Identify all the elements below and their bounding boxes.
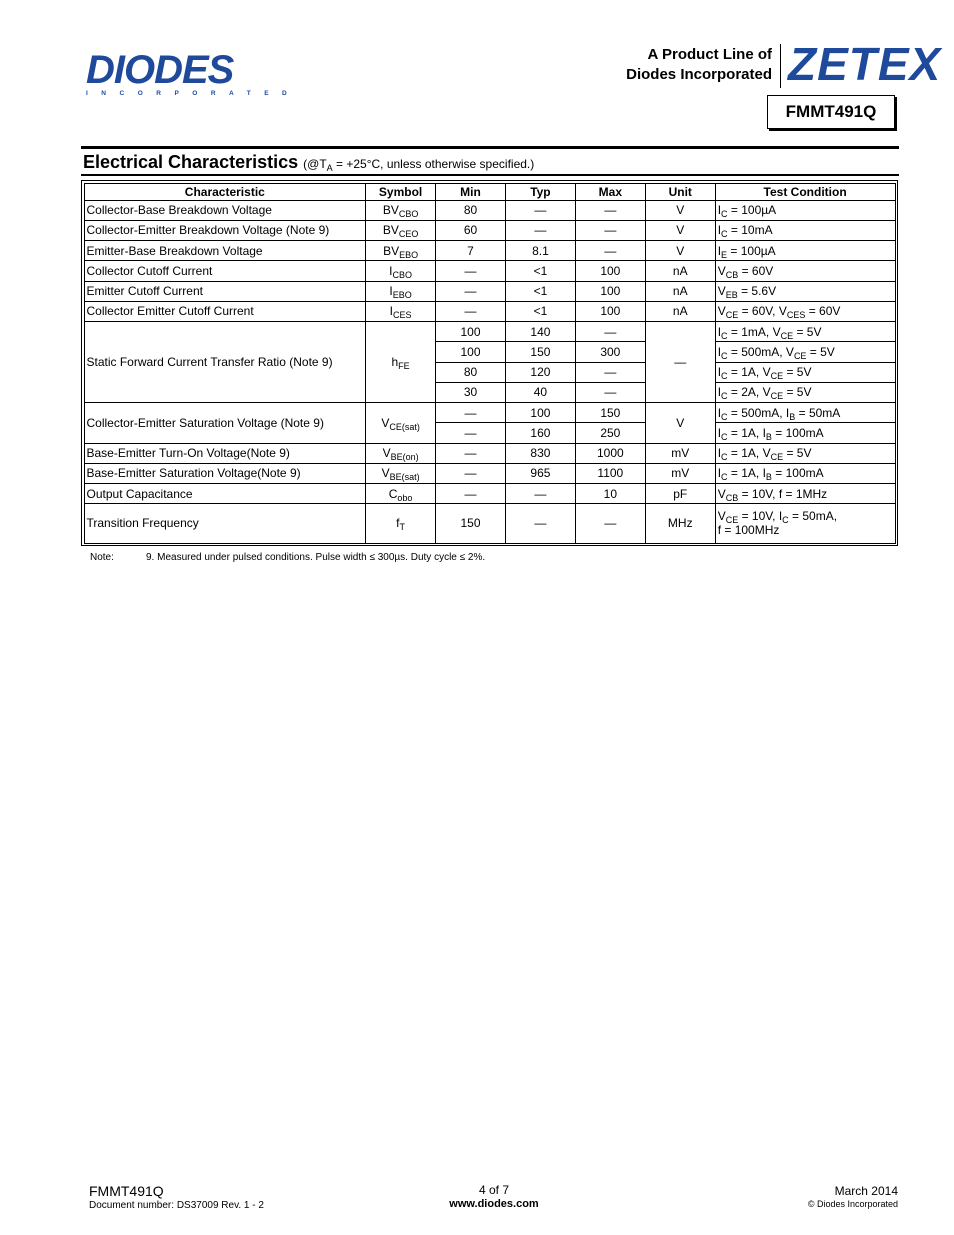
product-line-2: Diodes Incorporated: [626, 66, 772, 83]
cond-value: = 100µA: [727, 243, 776, 258]
cond-sub: CE: [793, 350, 807, 361]
max-cell: 1000: [575, 443, 645, 463]
min-cell: —: [436, 281, 506, 301]
max-cell: 1100: [575, 463, 645, 483]
table-row: [84, 281, 895, 301]
cond-value: = 5V: [783, 365, 812, 380]
table-row: [84, 403, 895, 423]
cond-sub: A: [326, 163, 333, 173]
cond-sub: C: [782, 515, 789, 526]
symbol-base: I: [389, 263, 393, 278]
symbol-cell: [366, 281, 436, 301]
symbol-cell: [366, 261, 436, 281]
header-unit: Unit: [645, 183, 715, 200]
min-cell: 60: [436, 220, 506, 240]
characteristic-cell: Emitter-Base Breakdown Voltage: [84, 241, 366, 261]
cond-var: V: [785, 344, 794, 359]
cond-sub: CE: [770, 371, 784, 382]
cond-var: V: [772, 324, 781, 339]
zetex-logo: ZETEX: [788, 38, 942, 90]
cond-value: = 1A,: [727, 425, 763, 440]
unit-cell: mV: [645, 443, 715, 463]
cond-value: = 100mA: [771, 425, 824, 440]
min-cell: —: [436, 443, 506, 463]
cond-value: = 5.6V: [737, 284, 777, 299]
typ-cell: 140: [505, 322, 575, 342]
cond-value: = 60V,: [738, 304, 779, 319]
unit-cell: V: [645, 220, 715, 240]
cond-sub: C: [721, 411, 728, 422]
cond-value: = 10mA: [727, 223, 773, 238]
diodes-logo: [86, 48, 301, 98]
characteristic-cell: Collector-Emitter Saturation Voltage (Note 9): [84, 403, 366, 444]
symbol-base: V: [382, 446, 391, 461]
symbol-sub: BE(on): [390, 452, 419, 463]
cond-sub: C: [721, 371, 728, 382]
cond-var: V: [762, 385, 771, 400]
test-condition-cell: [715, 423, 895, 443]
cond-value: = 60V: [805, 304, 841, 319]
table-row: [84, 220, 895, 240]
unit-cell: nA: [645, 261, 715, 281]
cond-var: V: [717, 509, 726, 524]
symbol-sub: EBO: [399, 249, 419, 260]
diodes-logo-text: DIODES: [86, 48, 234, 92]
typ-cell: 965: [505, 463, 575, 483]
unit-cell: V: [645, 200, 715, 220]
test-condition-cell: [715, 220, 895, 240]
symbol-base: f: [396, 516, 400, 531]
min-cell: 100: [436, 322, 506, 342]
cond-post: = +25°C, unless otherwise specified.): [332, 157, 535, 171]
min-cell: —: [436, 423, 506, 443]
cond-var: I: [785, 405, 790, 420]
cond-sub: C: [721, 452, 728, 463]
cond-var: I: [717, 365, 722, 380]
cond-value: = 5V: [793, 324, 822, 339]
typ-cell: 830: [505, 443, 575, 463]
test-condition-cell: [715, 484, 895, 504]
cond-value: = 50mA: [795, 405, 841, 420]
max-cell: —: [575, 322, 645, 342]
symbol-cell: [366, 200, 436, 220]
cond-sub: C: [721, 472, 728, 483]
symbol-sub: CES: [393, 310, 412, 321]
cond-sub: CB: [725, 492, 739, 503]
test-condition-cell: [715, 200, 895, 220]
cond-var: I: [762, 425, 766, 440]
symbol-base: I: [389, 284, 393, 299]
cond-pre: (@T: [303, 157, 327, 171]
cond-value: = 5V: [806, 344, 835, 359]
cond-var: V: [717, 263, 726, 278]
test-condition-cell: [715, 322, 895, 342]
cond-var: V: [762, 446, 771, 461]
cond-value: = 100mA: [771, 466, 824, 481]
symbol-sub: CE(sat): [389, 421, 420, 432]
min-cell: —: [436, 261, 506, 281]
min-cell: 80: [436, 200, 506, 220]
min-cell: 30: [436, 382, 506, 402]
footer-page-number: 4 of 7: [478, 1183, 510, 1197]
table-row: [84, 200, 895, 220]
cond-var: V: [717, 304, 726, 319]
cond-value: = 60V: [738, 263, 774, 278]
table-row: [84, 322, 895, 342]
symbol-base: V: [381, 466, 390, 481]
unit-cell: V: [645, 403, 715, 444]
footer-part-number: FMMT491Q: [89, 1183, 164, 1199]
symbol-sub: EBO: [392, 290, 412, 301]
test-condition-cell: [715, 504, 895, 543]
symbol-sub: CEO: [398, 229, 419, 240]
footer-document-number: Document number: DS37009 Rev. 1 - 2: [89, 1200, 264, 1211]
cond-value: = 10V,: [738, 509, 779, 524]
cond-value: = 1A,: [727, 446, 763, 461]
typ-cell: <1: [505, 261, 575, 281]
cond-line-2: f = 100MHz: [717, 523, 780, 538]
max-cell: 150: [575, 403, 645, 423]
part-number-box: FMMT491Q: [767, 95, 895, 129]
test-condition-cell: [715, 261, 895, 281]
min-cell: 100: [436, 342, 506, 362]
characteristic-cell: Base-Emitter Turn-On Voltage(Note 9): [84, 443, 366, 463]
footer-url[interactable]: www.diodes.com: [449, 1198, 539, 1210]
cond-var: I: [717, 324, 722, 339]
max-cell: —: [575, 504, 645, 543]
table-header-row: [84, 183, 895, 200]
symbol-cell: [366, 443, 436, 463]
header-test-condition: Test Condition: [715, 183, 895, 200]
typ-cell: 160: [505, 423, 575, 443]
cond-value: = 5V: [783, 385, 812, 400]
header-divider: [780, 44, 781, 88]
header-max: Max: [575, 183, 645, 200]
header-symbol: Symbol: [366, 183, 436, 200]
typ-cell: 100: [505, 403, 575, 423]
symbol-sub: T: [399, 522, 405, 533]
cond-value: = 1mA,: [727, 324, 773, 339]
characteristic-cell: Collector Cutoff Current: [84, 261, 366, 281]
note-text: 9. Measured under pulsed conditions. Pulse width ≤ 300µs. Duty cycle ≤ 2%.: [146, 552, 486, 563]
table-row: [84, 484, 895, 504]
min-cell: —: [436, 301, 506, 321]
cond-sub: B: [789, 411, 796, 422]
min-cell: 80: [436, 362, 506, 382]
max-cell: 100: [575, 301, 645, 321]
section-rule: [81, 174, 899, 176]
unit-cell: pF: [645, 484, 715, 504]
cond-sub: CE: [770, 391, 784, 402]
typ-cell: 40: [505, 382, 575, 402]
cond-sub: B: [765, 472, 772, 483]
product-line-1: A Product Line of: [647, 46, 772, 63]
max-cell: —: [575, 220, 645, 240]
max-cell: —: [575, 362, 645, 382]
unit-cell: mV: [645, 463, 715, 483]
max-cell: —: [575, 382, 645, 402]
test-condition-cell: [715, 301, 895, 321]
unit-cell: V: [645, 241, 715, 261]
cond-var: I: [717, 223, 722, 238]
symbol-base: C: [388, 486, 398, 501]
cond-sub: B: [765, 431, 772, 442]
symbol-sub: FE: [398, 361, 410, 371]
typ-cell: 8.1: [505, 241, 575, 261]
test-condition-cell: [715, 463, 895, 483]
header-rule: [81, 146, 899, 149]
test-condition-cell: [715, 382, 895, 402]
unit-cell: —: [645, 322, 715, 403]
cond-var: I: [717, 243, 722, 258]
cond-sub: C: [721, 229, 728, 240]
min-cell: 7: [436, 241, 506, 261]
characteristic-cell: Collector-Emitter Breakdown Voltage (Note 9): [84, 220, 366, 240]
cond-var: I: [717, 385, 722, 400]
symbol-cell: [366, 463, 436, 483]
symbol-base: I: [389, 304, 393, 319]
cond-sub: E: [721, 249, 728, 260]
min-cell: 150: [436, 504, 506, 543]
symbol-cell: [366, 241, 436, 261]
characteristic-cell: Emitter Cutoff Current: [84, 281, 366, 301]
max-cell: 250: [575, 423, 645, 443]
test-condition-cell: [715, 443, 895, 463]
cond-sub: C: [721, 391, 728, 402]
cond-var: V: [762, 365, 771, 380]
cond-sub: C: [721, 330, 728, 341]
characteristic-cell: Base-Emitter Saturation Voltage(Note 9): [84, 463, 366, 483]
min-cell: —: [436, 403, 506, 423]
cond-sub: C: [721, 209, 728, 220]
unit-cell: nA: [645, 301, 715, 321]
symbol-cell: [366, 220, 436, 240]
cond-sub: EB: [725, 290, 738, 301]
typ-cell: —: [505, 484, 575, 504]
header-characteristic: Characteristic: [84, 183, 366, 200]
note-label: Note:: [90, 552, 114, 563]
max-cell: —: [575, 200, 645, 220]
header-typ: Typ: [505, 183, 575, 200]
characteristic-cell: Static Forward Current Transfer Ratio (Note 9): [84, 322, 366, 403]
cond-value: = 1A,: [727, 466, 763, 481]
symbol-cell: [366, 301, 436, 321]
symbol-base: BV: [382, 203, 399, 218]
typ-cell: 120: [505, 362, 575, 382]
cond-sub: CES: [786, 310, 806, 321]
table-row: [84, 504, 895, 543]
typ-cell: 150: [505, 342, 575, 362]
cond-var: V: [778, 304, 787, 319]
max-cell: 100: [575, 281, 645, 301]
cond-var: I: [778, 509, 783, 524]
typ-cell: —: [505, 200, 575, 220]
symbol-base: BV: [383, 243, 400, 258]
cond-var: I: [717, 405, 722, 420]
cond-sub: CE: [725, 310, 739, 321]
symbol-cell: [366, 484, 436, 504]
cond-var: I: [717, 425, 722, 440]
unit-cell: nA: [645, 281, 715, 301]
cond-value: = 500mA,: [727, 405, 786, 420]
product-line-label: [600, 45, 772, 85]
section-title-text: Electrical Characteristics: [83, 152, 299, 172]
test-condition-cell: [715, 281, 895, 301]
cond-value: = 500mA,: [727, 344, 786, 359]
typ-cell: —: [505, 504, 575, 543]
diodes-logo-subtext: INCORPORATED: [86, 90, 301, 97]
cond-sub: C: [721, 350, 728, 361]
test-condition-cell: [715, 403, 895, 423]
header-min: Min: [436, 183, 506, 200]
symbol-sub: CBO: [392, 269, 413, 280]
table-row: [84, 301, 895, 321]
symbol-cell: [366, 403, 436, 444]
cond-var: V: [717, 284, 726, 299]
cond-var: I: [762, 466, 766, 481]
symbol-base: BV: [382, 223, 399, 238]
typ-cell: <1: [505, 301, 575, 321]
symbol-cell: [366, 504, 436, 543]
cond-value: = 2A,: [727, 385, 763, 400]
characteristic-cell: Output Capacitance: [84, 484, 366, 504]
cond-var: V: [717, 486, 726, 501]
cond-sub: CE: [780, 330, 794, 341]
typ-cell: <1: [505, 281, 575, 301]
cond-value: = 100µA: [727, 203, 777, 218]
cond-value: = 1A,: [727, 365, 763, 380]
unit-cell: MHz: [645, 504, 715, 543]
max-cell: —: [575, 241, 645, 261]
cond-value: = 5V: [783, 446, 812, 461]
section-condition: [303, 157, 534, 171]
max-cell: 10: [575, 484, 645, 504]
cond-sub: CE: [770, 452, 784, 463]
min-cell: —: [436, 463, 506, 483]
symbol-base: h: [391, 355, 399, 369]
table-row: [84, 261, 895, 281]
cond-value: = 10V, f = 1MHz: [738, 486, 828, 501]
cond-sub: CE: [725, 515, 739, 526]
characteristic-cell: Collector-Base Breakdown Voltage: [84, 200, 366, 220]
cond-sub: C: [721, 431, 728, 442]
symbol-sub: obo: [397, 492, 413, 503]
footer-date: March 2014: [834, 1184, 898, 1198]
cond-var: I: [717, 203, 722, 218]
symbol-base: V: [381, 415, 390, 430]
typ-cell: —: [505, 220, 575, 240]
table-row: [84, 241, 895, 261]
cond-var: I: [717, 344, 722, 359]
symbol-cell: [366, 322, 436, 403]
max-cell: 100: [575, 261, 645, 281]
max-cell: 300: [575, 342, 645, 362]
test-condition-cell: [715, 241, 895, 261]
test-condition-cell: [715, 362, 895, 382]
section-title: [83, 152, 534, 174]
characteristic-cell: Collector Emitter Cutoff Current: [84, 301, 366, 321]
cond-var: I: [717, 466, 722, 481]
electrical-characteristics-table: [81, 180, 898, 546]
cond-var: I: [717, 446, 722, 461]
table-row: [84, 443, 895, 463]
table-row: [84, 463, 895, 483]
cond-value: = 50mA,: [788, 509, 838, 524]
characteristic-cell: Transition Frequency: [84, 504, 366, 543]
footer-copyright: © Diodes Incorporated: [807, 1199, 898, 1209]
min-cell: —: [436, 484, 506, 504]
symbol-sub: CBO: [398, 209, 419, 220]
test-condition-cell: [715, 342, 895, 362]
cond-sub: CB: [725, 269, 739, 280]
symbol-sub: BE(sat): [389, 472, 420, 483]
